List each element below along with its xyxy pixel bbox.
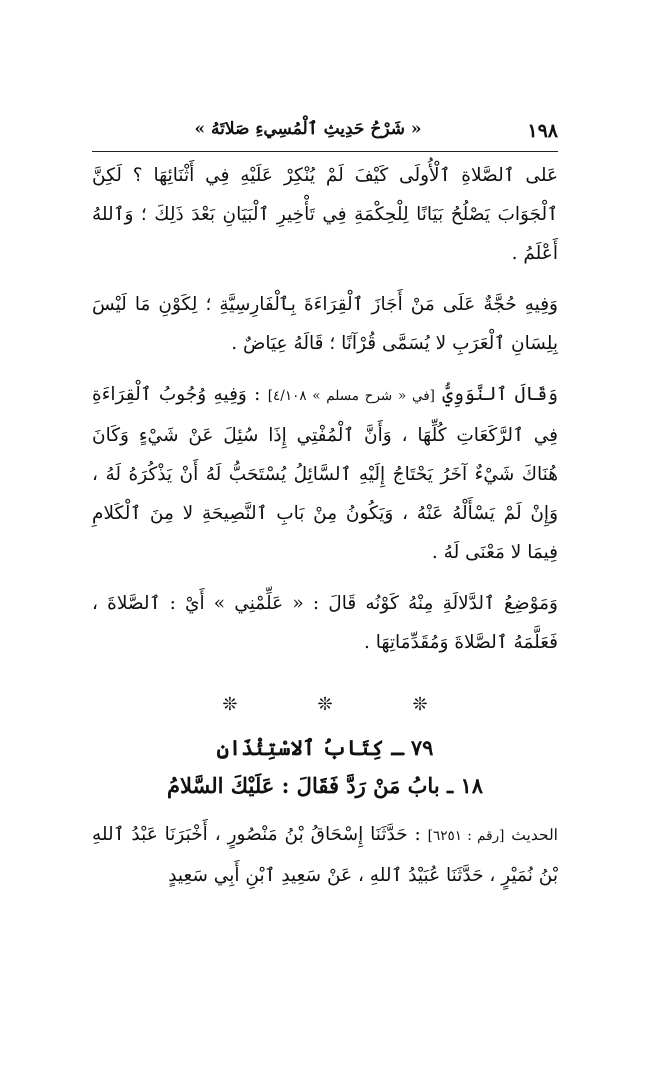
page-header [92,116,558,150]
page-body [92,156,558,895]
asterism-icon: ❊ [412,694,428,715]
paragraph-2: وَفِيهِ حُجَّةٌ عَلَى مَنْ أَجَازَ ٱلْقِرَاءَةَ بِٱلْفَارِسِيَّةِ ؛ لِكَوْنِ مَا لَيْسَ بِلِسَانِ ٱلْعَرَبِ لا يُسَمَّى قُرْآنًا ؛ قَالَهُ عِيَاضٌ . [92,294,558,354]
hadith-label: الحديث [511,826,558,844]
paragraph-3 [92,375,558,572]
nawawi-text: : وَفِيهِ وُجُوبُ ٱلْقِرَاءَةِ فِي ٱلرَّكَعَاتِ كُلِّهَا ، وَأَنَّ ٱلْمُفْتِي إِذَا سُئِلَ عَنْ شَيْءٍ وَكَانَ هُنَاكَ شَيْءٌ آخَرُ يَحْتَاجُ إِلَيْهِ ٱلسَّائِلُ يُسْتَحَبُّ لَهُ أَنْ يَذْكُرَهُ لَهُ ، وَإِنْ لَمْ يَسْأَلْهُ عَنْهُ ، وَيَكُونُ مِنْ بَابِ ٱلنَّصِيحَةِ لا مِنَ ٱلْكَلامِ فِيمَا لا مَعْنَى لَهُ . [92,384,558,563]
asterism-icon: ❊ [317,694,333,715]
hadith-text: : حَدَّثَنَا إِسْحَاقُ بْنُ مَنْصُورٍ ، أَخْبَرَنَا عَبْدُ ٱللهِ بْنُ نُمَيْرٍ ، حَدَّثَنَا عُبَيْدُ ٱللهِ ، عَنْ سَعِيدِ ٱبْنِ أَبِي سَعِيدٍ [92,824,558,886]
chapter-heading: ١٨ ـ بابُ مَنْ رَدَّ فَقَالَ : عَلَيْكَ السَّلامُ [166,773,484,798]
asterism-icon: ❊ [222,694,238,715]
hadith-reference: [رقم : ٦٢٥١] [427,828,505,844]
nawawi-reference: [في « شرح مسلم » ٤/١٠٨] [267,388,435,404]
paragraph-4: وَمَوْضِعُ ٱلدَّلالَةِ مِنْهُ كَوْنُه قَالَ : « عَلِّمْنِي » أَيْ : ٱلصَّلاةَ ، فَعَلَّمَهُ ٱلصَّلاةَ وَمُقَدِّمَاتِهَا . [92,593,558,653]
running-title: « شَرْحُ حَدِيثِ ٱلْمُسِيءِ صَلاتَهُ » [194,119,422,139]
section-separator [92,694,558,715]
nawawi-intro: وَقَالَ ٱلنَّوَوِيُّ [442,384,559,405]
book-heading: ٧٩ ـ كِتَابُ ٱلاسْتِئْذَانِ [216,735,434,760]
page-number: ١٩٨ [527,120,558,142]
header-rule [92,151,558,152]
hadith-paragraph [92,815,558,895]
paragraph-1: عَلى ٱلصَّلاةِ ٱلْأُولَى كَيْفَ لَمْ يُنْكِرْ عَلَيْهِ فِي أَثْنَائِهَا ؟ لَكِنَّ ٱلْجَوَابَ يَصْلُحُ بَيَانًا لِلْحِكْمَةِ فِي تَأْخِيرِ ٱلْبَيَانِ بَعْدَ ذَلِكَ ؛ وَٱللهُ أَعْلَمُ . [92,165,558,264]
